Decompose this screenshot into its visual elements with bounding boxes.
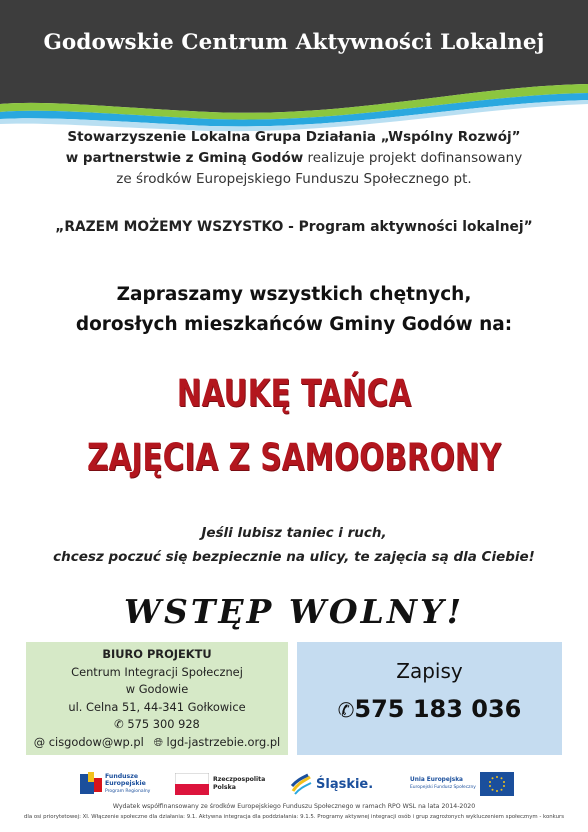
office-org-line-2: w Godowie bbox=[125, 682, 189, 696]
fe-line-3: Program Regionalny bbox=[105, 789, 151, 794]
project-office-box bbox=[26, 642, 288, 755]
footer-line-1: Wydatek współfinansowany ze środków Europejskiego Funduszu Społecznego w ramach RPO WSL na lata 2014-2020 bbox=[112, 803, 476, 810]
office-email[interactable]: cisgodow@wp.pl bbox=[48, 734, 144, 749]
globe-icon: 🌐︎ bbox=[153, 734, 163, 749]
logo-slaskie bbox=[290, 769, 373, 799]
ue-line-1: Unia Europejska bbox=[410, 776, 463, 783]
office-phone[interactable]: 575 300 928 bbox=[127, 717, 200, 731]
invitation bbox=[0, 280, 588, 340]
signup-phone-row bbox=[297, 695, 562, 723]
free-entry-heading: WSTĘP WOLNY! bbox=[123, 592, 465, 631]
fe-line-2: Europejskie bbox=[105, 780, 146, 787]
at-icon: @ bbox=[33, 734, 46, 749]
project-title: „RAZEM MOŻEMY WSZYSTKO - Program aktywności lokalnej” bbox=[55, 219, 533, 235]
intro-partner: w partnerstwie z Gminą Godów bbox=[65, 150, 304, 166]
office-website[interactable]: lgd-jastrzebie.org.pl bbox=[166, 734, 281, 749]
header-wave-graphic bbox=[0, 0, 588, 135]
slaskie-swirl-icon bbox=[290, 773, 312, 795]
intro-text bbox=[20, 127, 568, 190]
ue-line-2: Europejski Fundusz Społeczny bbox=[410, 785, 476, 790]
office-title: BIURO PROJEKTU bbox=[102, 647, 212, 661]
signup-box bbox=[297, 642, 562, 755]
header-banner bbox=[0, 0, 588, 135]
office-org-line-1: Centrum Integracji Społecznej bbox=[71, 664, 243, 679]
logo-unia-europejska bbox=[410, 769, 514, 799]
header-title: Godowskie Centrum Aktywności Lokalnej bbox=[43, 30, 545, 55]
funding-logos bbox=[80, 769, 520, 799]
invitation-line-2: dorosłych mieszkańców Gminy Godów na: bbox=[75, 314, 513, 335]
signup-title: Zapisy bbox=[396, 659, 463, 683]
activity-dance: NAUKĘ TAŃCA bbox=[176, 372, 412, 415]
logo-fundusze-europejskie bbox=[80, 769, 150, 799]
rp-line-1: Rzeczpospolita bbox=[213, 776, 266, 783]
slaskie-label: Śląskie. bbox=[316, 776, 374, 792]
office-address: ul. Celna 51, 44-341 Gołkowice bbox=[68, 699, 246, 714]
tagline bbox=[0, 521, 588, 569]
intro-line-3: ze środków Europejskiego Funduszu Społecznego pt. bbox=[116, 171, 472, 187]
polish-flag-icon bbox=[175, 773, 209, 795]
phone-icon: ✆ bbox=[337, 698, 355, 722]
fe-star-icon bbox=[80, 772, 102, 796]
activity-self-defense: ZAJĘCIA Z SAMOOBRONY bbox=[86, 436, 502, 479]
invitation-line-1: Zapraszamy wszystkich chętnych, bbox=[116, 284, 472, 305]
intro-line-1: Stowarzyszenie Lokalna Grupa Działania „Wspólny Rozwój” bbox=[67, 129, 521, 145]
intro-line-2: realizuje projekt dofinansowany bbox=[303, 150, 523, 166]
eu-flag-icon bbox=[480, 772, 514, 796]
phone-icon: ✆ bbox=[114, 717, 124, 731]
rp-line-2: Polska bbox=[213, 784, 236, 791]
signup-phone[interactable]: 575 183 036 bbox=[354, 695, 522, 723]
tagline-line-2: chcesz poczuć się bezpiecznie na ulicy, te zajęcia są dla Ciebie! bbox=[53, 549, 535, 565]
tagline-line-1: Jeśli lubisz taniec i ruch, bbox=[201, 525, 387, 541]
logo-rzeczpospolita bbox=[175, 769, 265, 799]
fe-line-1: Fundusze bbox=[105, 773, 139, 780]
footer-funding-note bbox=[0, 801, 588, 823]
footer-line-2: dla osi priorytetowej: XI. Włączenie społeczne dla działania: 9.1. Aktywna integracja dla poddziałania: 9.1.5. Programy aktywnej integracji osób i grup zagrożonych wykluczeniem społecznym - konkurs bbox=[23, 814, 565, 820]
